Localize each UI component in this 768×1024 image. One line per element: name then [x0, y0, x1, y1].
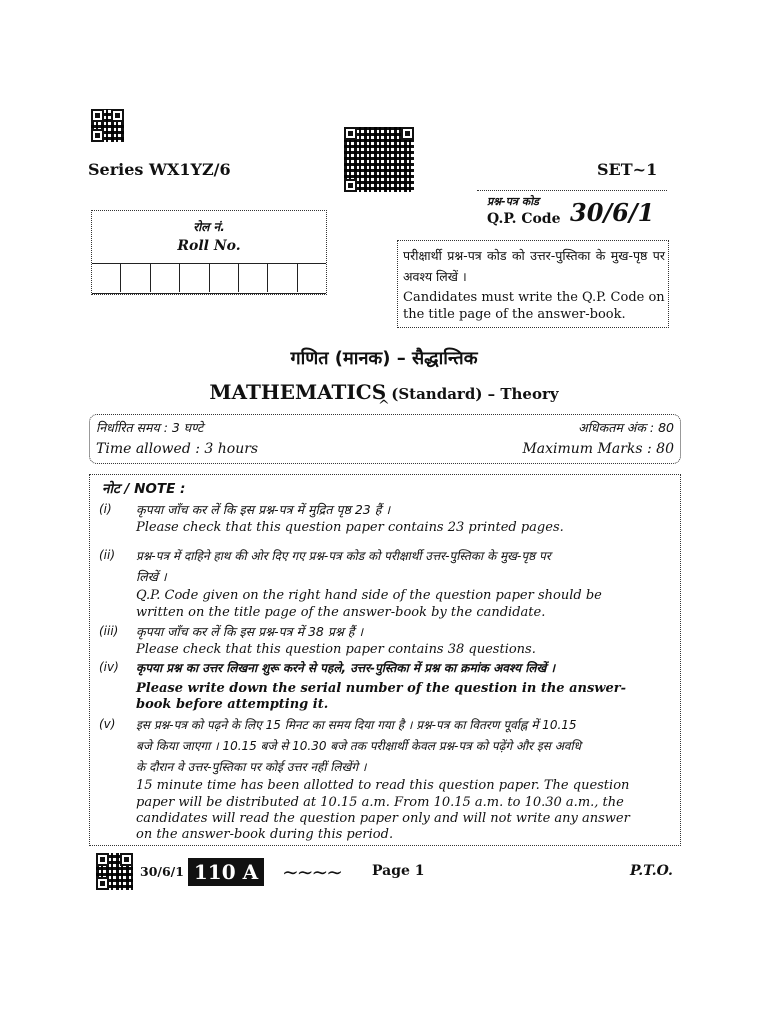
roll-cell[interactable]: [210, 264, 239, 292]
note-number: (v): [99, 717, 116, 731]
roll-number-box: [91, 210, 327, 295]
note-en: Q.P. Code given on the right hand side of the question paper should be: [136, 588, 602, 603]
note-number: (iii): [99, 624, 119, 638]
series-label: Series WX1YZ/6: [88, 160, 231, 179]
candidate-note-en: Candidates must write the Q.P. Code on the title page of the answer-book.: [403, 290, 665, 322]
roll-cell[interactable]: [151, 264, 180, 292]
roll-number-cells[interactable]: [92, 263, 326, 294]
qp-code-label-en: Q.P. Code: [487, 211, 561, 227]
footer-badge: 110 A: [188, 858, 264, 886]
time-marks-box: [89, 414, 681, 464]
notes-box: [89, 474, 681, 846]
marks-en: Maximum Marks : 80: [522, 441, 674, 457]
notes-heading: नोट / NOTE :: [102, 481, 186, 497]
page-number: Page 1: [372, 863, 425, 879]
marks-hi: अधिकतम अंक : 80: [578, 420, 674, 435]
qr-code-center: [344, 127, 414, 192]
roll-cell[interactable]: [92, 264, 121, 292]
note-hi: प्रश्न-पत्र में दाहिने हाथ की ओर दिए गए प्रश्न-पत्र कोड को परीक्षार्थी उत्तर-पुस्तिका के मुख-पृष्ठ पर: [136, 549, 551, 563]
note-en: written on the title page of the answer-book by the candidate.: [136, 605, 546, 620]
title-hindi: गणित (मानक) – सैद्धान्तिक: [290, 348, 478, 369]
roll-cell[interactable]: [180, 264, 209, 292]
qr-code-small: [91, 109, 124, 142]
qp-code-label-hi: प्रश्न-पत्र कोड: [487, 195, 539, 208]
candidate-note-hi: परीक्षार्थी प्रश्न-पत्र कोड को उत्तर-पुस्तिका के मुख-पृष्ठ पर अवश्य लिखें ।: [403, 248, 665, 284]
time-hi: निर्धारित समय : 3 घण्टे: [96, 420, 204, 435]
title-caret: ^: [378, 398, 390, 414]
note-en: Please check that this question paper contains 38 questions.: [136, 642, 536, 657]
footer-squiggle: ∼∼∼∼: [282, 860, 342, 884]
note-en: paper will be distributed at 10.15 a.m. From 10.15 a.m. to 10.30 a.m., the: [136, 795, 624, 810]
candidate-instruction-box: [397, 240, 669, 328]
roll-cell[interactable]: [268, 264, 297, 292]
note-number: (ii): [99, 548, 116, 562]
title-sub: (Standard) – Theory: [391, 385, 559, 403]
pto-label: P.T.O.: [630, 863, 673, 879]
set-label: SET~1: [597, 160, 658, 179]
note-hi: के दौरान वे उत्तर-पुस्तिका पर कोई उत्तर नहीं लिखेंगे ।: [136, 760, 367, 774]
time-en: Time allowed : 3 hours: [96, 441, 259, 457]
note-hi: लिखें ।: [136, 569, 167, 584]
footer-code: 30/6/1: [140, 864, 184, 879]
roll-label-en: Roll No.: [177, 238, 241, 254]
note-hi: कृपया जाँच कर लें कि इस प्रश्न-पत्र में मुद्रित पृष्ठ 23 हैं ।: [136, 502, 391, 517]
title-main: MATHEMATICS: [209, 380, 387, 404]
note-hi: इस प्रश्न-पत्र को पढ़ने के लिए 15 मिनट का समय दिया गया है । प्रश्न-पत्र का वितरण पूर्वाह्न में 10.15: [136, 718, 577, 732]
roll-cell[interactable]: [298, 264, 326, 292]
note-hi: कृपया जाँच कर लें कि इस प्रश्न-पत्र में 38 प्रश्न हैं ।: [136, 624, 364, 639]
note-en: book before attempting it.: [136, 697, 329, 712]
qp-code-value: 30/6/1: [570, 198, 655, 227]
note-en: Please write down the serial number of the question in the answer-: [136, 681, 626, 696]
roll-cell[interactable]: [121, 264, 150, 292]
note-number: (iv): [99, 660, 119, 674]
roll-cell[interactable]: [239, 264, 268, 292]
note-en: candidates will read the question paper only and will not write any answer: [136, 811, 630, 826]
note-en: on the answer-book during this period.: [136, 827, 394, 842]
note-hi: कृपया प्रश्न का उत्तर लिखना शुरू करने से पहले, उत्तर-पुस्तिका में प्रश्न का क्रमांक अवश्य लिखें ।: [136, 661, 555, 675]
roll-label-hi: रोल नं.: [193, 220, 225, 234]
note-en: Please check that this question paper contains 23 printed pages.: [136, 520, 564, 535]
note-hi: बजे किया जाएगा । 10.15 बजे से 10.30 बजे तक परीक्षार्थी केवल प्रश्न-पत्र को पढ़ेंगे और इस अवधि: [136, 739, 582, 753]
note-number: (i): [99, 502, 112, 516]
barcode-footer: [96, 853, 133, 890]
note-en: 15 minute time has been allotted to read this question paper. The question: [136, 778, 630, 793]
